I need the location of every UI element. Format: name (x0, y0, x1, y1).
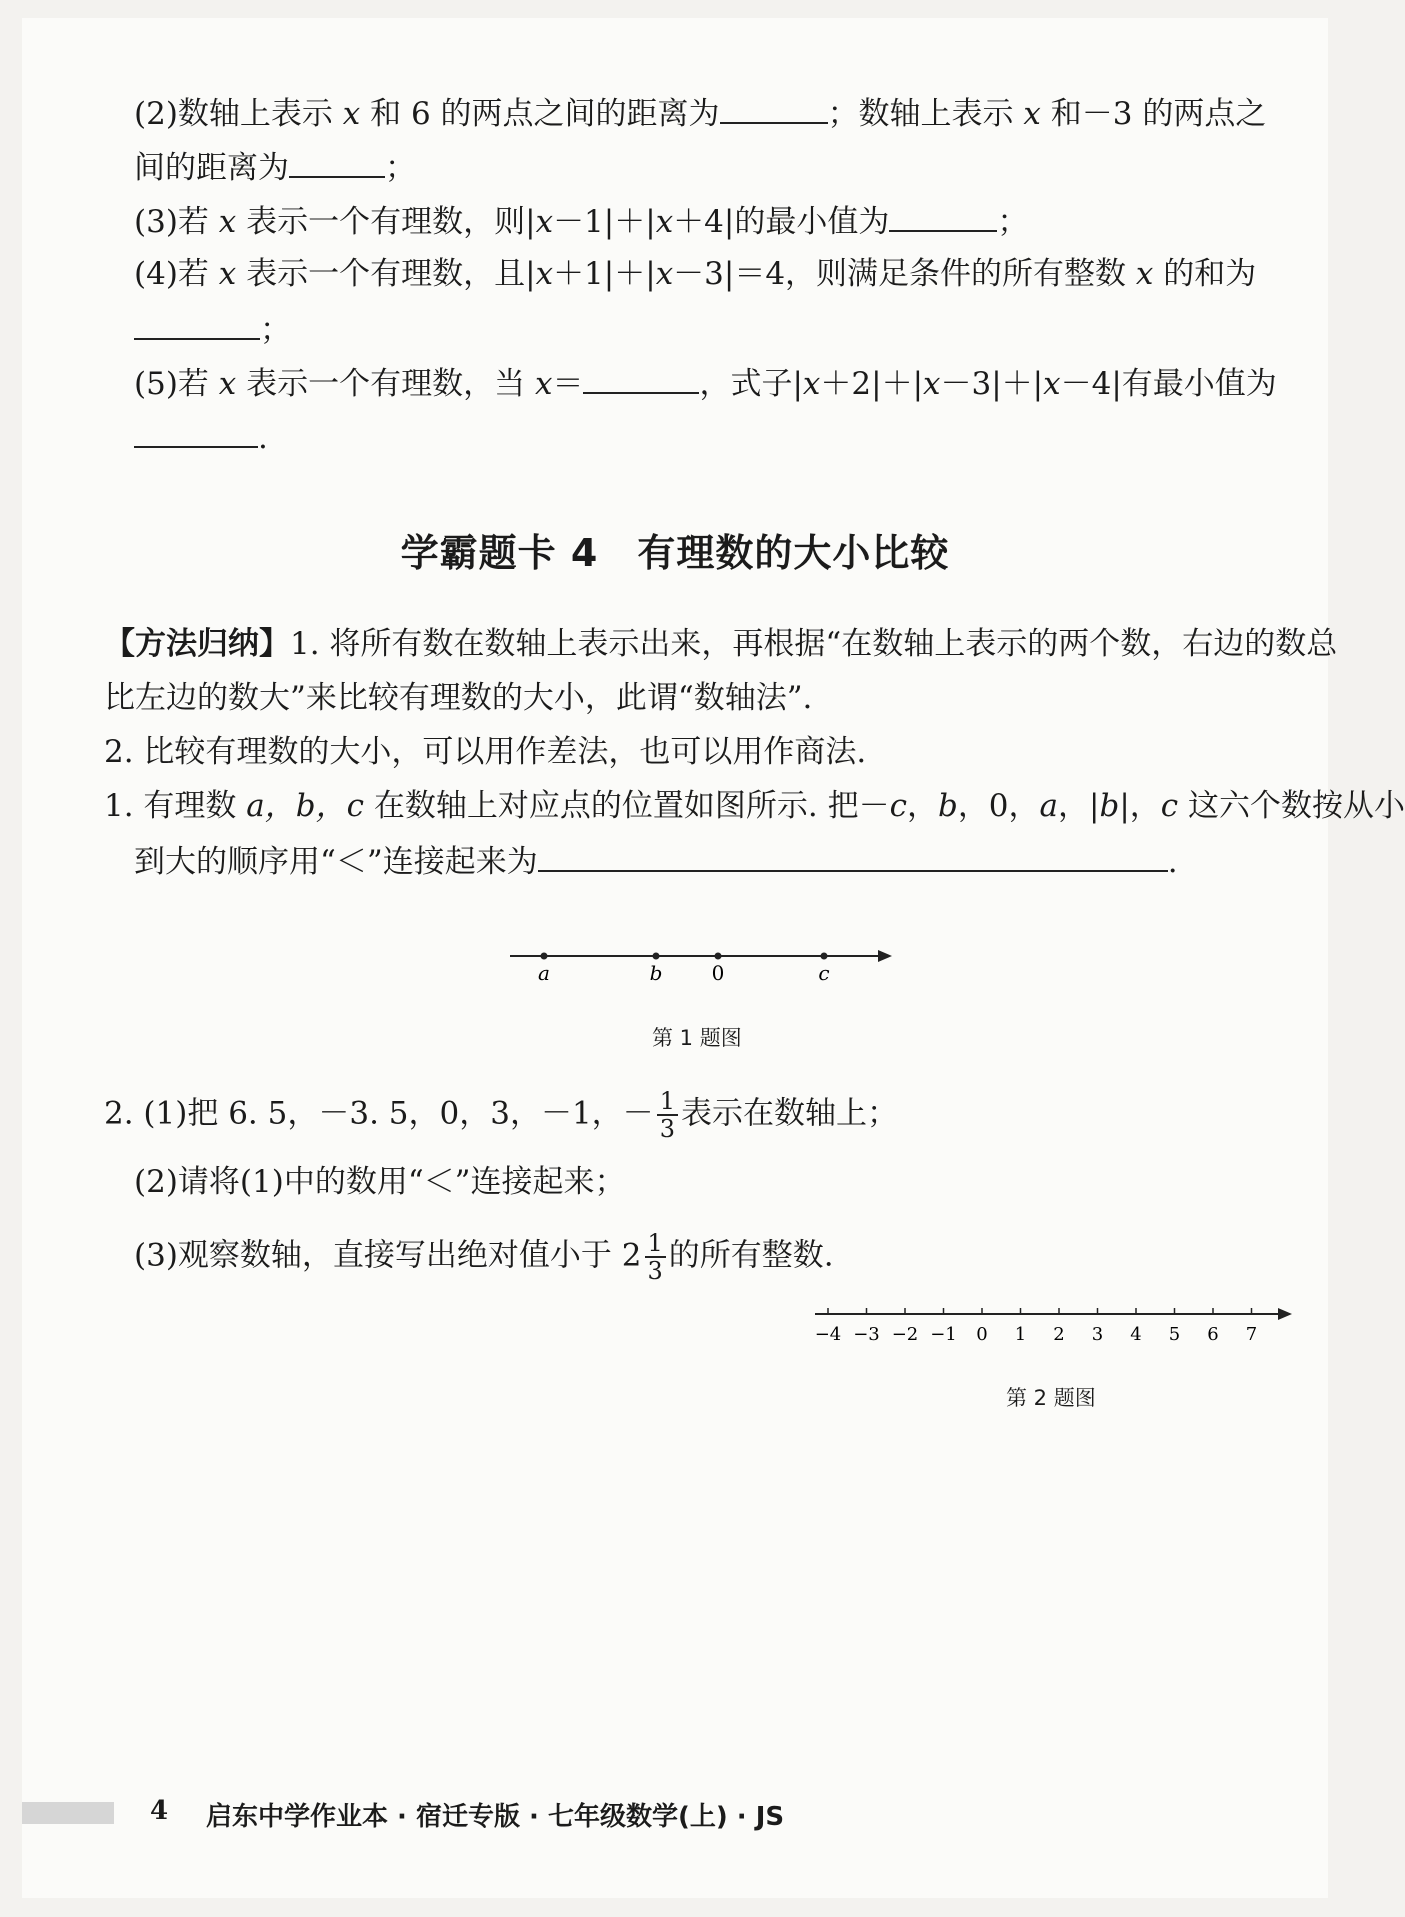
question-4-line-2: ； (134, 308, 291, 350)
point-b (653, 953, 660, 960)
tick-label: 2 (1053, 1324, 1065, 1345)
fraction-one-third: $\frac{1}{3}$ (645, 1230, 666, 1284)
method-line-3: 2. 比较有理数的大小，可以用作差法，也可以用作商法. (104, 734, 867, 770)
question-4-line-1: (4)若 x 表示一个有理数，且|x＋1|＋|x－3|＝4，则满足条件的所有整数 x 的和为 (134, 256, 1257, 292)
answer-blank[interactable] (538, 840, 1168, 872)
figure-2-caption: 第 2 题图 (1006, 1386, 1096, 1410)
problem-2-part-3: (3)观察数轴，直接写出绝对值小于 2 $\frac{1}{3}$ 的所有整数. (134, 1229, 834, 1285)
tick-label: 5 (1168, 1324, 1181, 1345)
question-2-line-1: (2)数轴上表示 x 和 6 的两点之间的距离为 ；数轴上表示 x 和－3 的两点之 (134, 92, 1266, 134)
tick-label: 3 (1091, 1324, 1104, 1345)
answer-blank[interactable] (134, 416, 258, 448)
question-5-line-2: . (134, 416, 268, 458)
tick-label: −4 (814, 1324, 842, 1345)
fraction-one-third: $\frac{1}{3}$ (657, 1088, 678, 1142)
label-b: b (649, 961, 663, 985)
label-a: a (538, 961, 550, 985)
problem-1-line-1: 1. 有理数 a，b，c 在数轴上对应点的位置如图所示. 把－c，b，0，a，|b|，c 这六个数按从小 (104, 788, 1405, 824)
question-5-line-1: (5)若 x 表示一个有理数，当 x＝ ，式子|x＋2|＋|x－3|＋|x－4|有最小值为 (134, 362, 1277, 404)
method-line-2: 比左边的数大”来比较有理数的大小，此谓“数轴法”. (104, 680, 813, 716)
tick-label: −1 (930, 1324, 957, 1345)
problem-2-part-1: 2. (1)把 6. 5，－3. 5，0，3，－1，－ $\frac{1}{3}$ 表示在数轴上； (104, 1087, 898, 1143)
problem-1-line-2: 到大的顺序用“＜”连接起来为 . (134, 840, 1178, 882)
method-tag: 【方法归纳】 (104, 626, 290, 662)
point-c (821, 953, 828, 960)
answer-blank[interactable] (720, 92, 828, 124)
method-line-1: 【方法归纳】1. 将所有数在数轴上表示出来，再根据“在数轴上表示的两个数，右边的数总 (104, 626, 1338, 662)
label-c: c (818, 961, 830, 985)
question-2-line-2: 间的距离为 ； (134, 146, 416, 188)
tick-label: −2 (891, 1324, 919, 1345)
tick-label: 1 (1014, 1324, 1027, 1345)
point-zero (715, 953, 722, 960)
answer-blank[interactable] (289, 146, 385, 178)
footer-bar (22, 1802, 114, 1824)
problem-2-part-2: (2)请将(1)中的数用“＜”连接起来； (134, 1164, 626, 1200)
page-number: 4 (150, 1796, 169, 1826)
answer-blank[interactable] (134, 308, 260, 340)
problem-1-number-line (500, 940, 900, 1000)
page-footer (0, 1796, 1350, 1840)
tick-label: −3 (853, 1324, 880, 1345)
answer-blank[interactable] (889, 200, 997, 232)
figure-1-caption: 第 1 题图 (652, 1026, 742, 1050)
section-title: 学霸题卡 4 有理数的大小比较 (400, 531, 950, 575)
book-title: 启东中学作业本 · 宿迁专版 · 七年级数学(上) · JS (206, 1802, 785, 1832)
tick-label: 7 (1245, 1324, 1258, 1345)
tick-label: 4 (1130, 1324, 1142, 1345)
point-a (541, 953, 548, 960)
answer-blank[interactable] (583, 362, 699, 394)
tick-label: 0 (976, 1324, 988, 1345)
question-3: (3)若 x 表示一个有理数，则|x－1|＋|x＋4|的最小值为 ； (134, 200, 1028, 242)
problem-2-number-line[interactable] (810, 1304, 1300, 1360)
label-zero: 0 (711, 961, 725, 985)
tick-label: 6 (1207, 1324, 1219, 1345)
